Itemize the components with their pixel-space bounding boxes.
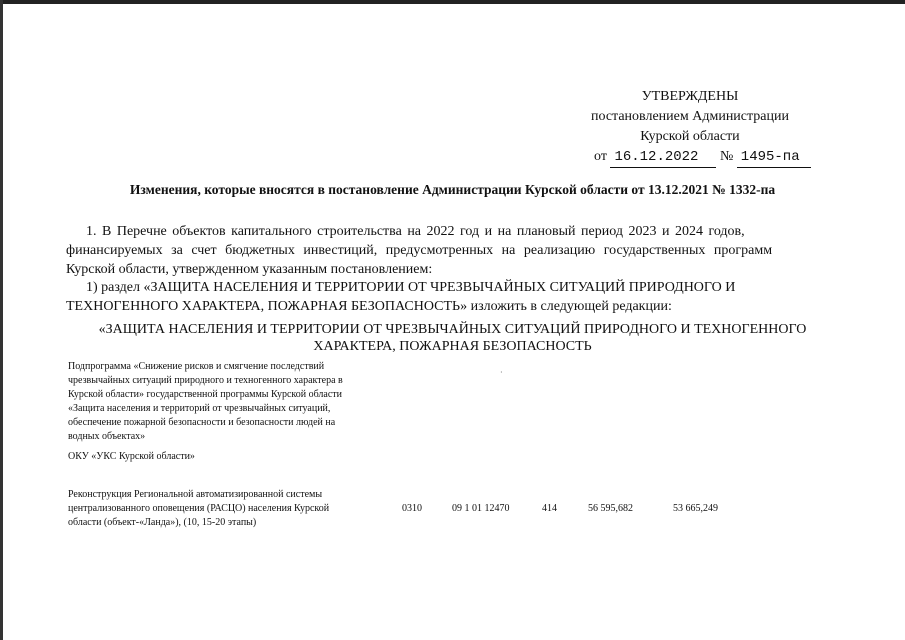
subprogram-line-6: водных объектах» xyxy=(68,431,146,442)
object-name-line-2: централизованного оповещения (РАСЦО) населения Курской xyxy=(68,503,330,514)
amount-1-cell: 56 595,682 xyxy=(588,503,633,514)
paragraph-2-line-1: 1) раздел «ЗАЩИТА НАСЕЛЕНИЯ И ТЕРРИТОРИИ ОТ ЧРЕЗВЫЧАЙНЫХ СИТУАЦИЙ ПРИРОДНОГО И xyxy=(86,280,736,295)
organization-name: ОКУ «УКС Курской области» xyxy=(68,451,195,462)
approval-date-line xyxy=(560,147,820,168)
date-prefix: от xyxy=(594,149,607,164)
document-heading: Изменения, которые вносятся в постановление Администрации Курской области от 13.12.2021 № 1332-па xyxy=(129,182,776,197)
section-code-cell: 0310 xyxy=(402,503,422,514)
subprogram-line-2: чрезвычайных ситуаций природного и техногенного характера в xyxy=(68,375,343,386)
approval-line-2: Курской области xyxy=(640,129,740,144)
object-name-line-3: области (объект-«Ланда»), (10, 15-20 этапы) xyxy=(68,517,257,528)
subprogram-line-5: обеспечение пожарной безопасности и безопасности людей на xyxy=(68,417,336,428)
number-prefix: № xyxy=(719,149,734,164)
paragraph-2-line-2: ТЕХНОГЕННОГО ХАРАКТЕРА, ПОЖАРНАЯ БЕЗОПАСНОСТЬ» изложить в следующей редакции: xyxy=(66,299,672,314)
approval-title: УТВЕРЖДЕНЫ xyxy=(641,89,739,104)
subprogram-description xyxy=(68,360,398,444)
scan-speck: · xyxy=(500,368,503,377)
amount-2-cell: 53 665,249 xyxy=(673,503,718,514)
paragraph-1-line-3: Курской области, утвержденном указанным постановлением: xyxy=(66,262,433,277)
paragraph-1-line-2: финансируемых за счет бюджетных инвестиций, предусмотренных на реализацию государственных программ xyxy=(66,243,773,258)
object-name xyxy=(68,488,378,530)
object-name-line-1: Реконструкция Региональной автоматизированной системы xyxy=(68,489,323,500)
approval-number: 1495-па xyxy=(737,147,811,168)
approval-line-1: постановлением Администрации xyxy=(591,109,789,124)
subprogram-line-1: Подпрограмма «Снижение рисков и смягчение последствий xyxy=(68,361,325,372)
objects-table xyxy=(68,360,848,528)
section-title xyxy=(60,321,845,355)
approval-date: 16.12.2022 xyxy=(610,147,716,168)
section-title-line-1: «ЗАЩИТА НАСЕЛЕНИЯ И ТЕРРИТОРИИ ОТ ЧРЕЗВЫЧАЙНЫХ СИТУАЦИЙ ПРИРОДНОГО И ТЕХНОГЕННОГО xyxy=(98,322,807,337)
target-article-cell: 09 1 01 12470 xyxy=(452,503,510,514)
expense-type-cell: 414 xyxy=(542,503,557,514)
paragraph-2 xyxy=(66,278,786,316)
approval-block xyxy=(560,87,820,168)
paragraph-1 xyxy=(66,222,786,279)
subprogram-line-4: «Защита населения и территорий от чрезвычайных ситуаций, xyxy=(68,403,331,414)
scan-edge-left xyxy=(0,0,3,640)
paragraph-1-line-1: 1. В Перечне объектов капитального строительства на 2022 год и на плановый период 2023 и 2024 годов, xyxy=(86,224,745,239)
scan-edge-top xyxy=(0,0,905,4)
section-title-line-2: ХАРАКТЕРА, ПОЖАРНАЯ БЕЗОПАСНОСТЬ xyxy=(313,339,592,354)
subprogram-line-3: Курской области» государственной программы Курской области xyxy=(68,389,343,400)
